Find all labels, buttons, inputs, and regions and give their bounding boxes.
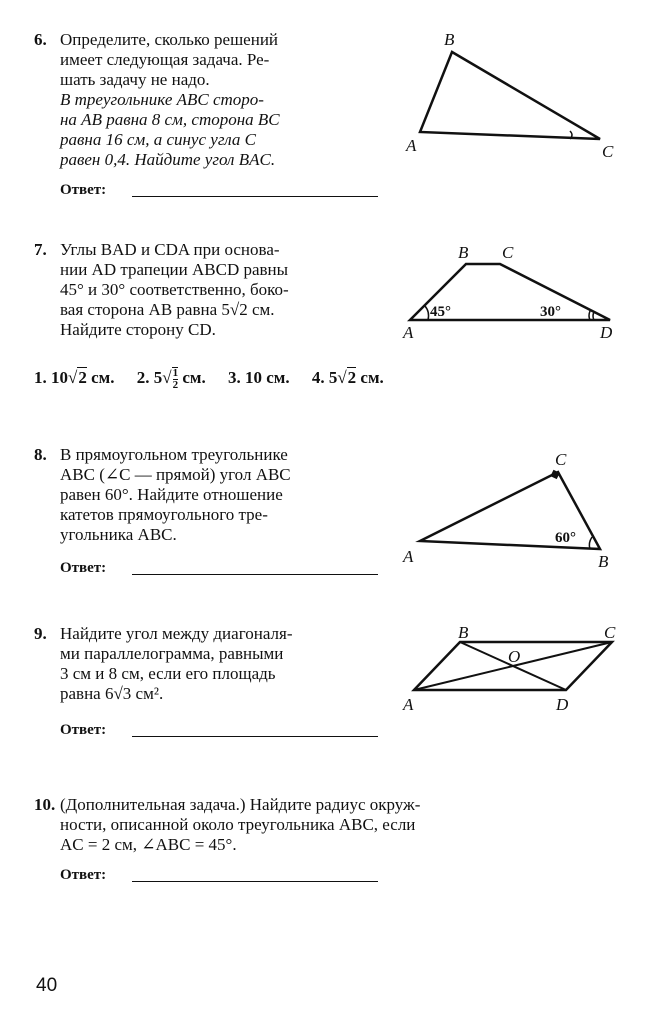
text-line: равен 60°. Найдите отношение [60,485,283,504]
vertex-label: D [600,323,613,342]
text-line: ности, описанной около треугольника ABC, если [60,815,416,834]
text-line: равна 6√3 см². [60,684,164,703]
answer-line[interactable] [132,196,378,197]
text-line: Найдите сторону CD. [60,320,216,339]
vertex-label: B [444,30,455,49]
text-line: AC = 2 см, ∠ABC = 45°. [60,835,237,854]
problem-text [60,445,385,545]
text-line: имеет следующая задача. Ре- [60,50,270,69]
page-number: 40 [36,975,58,996]
problem-number: 10. [34,795,56,814]
text-line: катетов прямоугольного тре- [60,505,268,524]
vertex-label: A [406,136,417,155]
text-line: 45° и 30° соответственно, боко- [60,280,289,299]
vertex-label: C [604,623,616,642]
right-triangle-diagram [400,445,630,575]
text-line: 3 см и 8 см, если его площадь [60,664,276,683]
trapezoid-diagram [400,240,630,345]
text-line: Углы BAD и CDA при основа- [60,240,280,259]
text-line: шать задачу не надо. [60,70,210,89]
answer-choices [34,368,402,391]
choice-4[interactable]: 4. 5√2 см. [311,368,384,388]
problem-number: 9. [34,624,47,643]
problem-number: 7. [34,240,47,259]
choice-3[interactable]: 3. 10 см. [227,368,290,388]
triangle-diagram [400,25,630,165]
text-line: В треугольнике ABC сторо- [60,90,264,109]
problem-text [60,795,620,855]
vertex-label: B [458,243,469,262]
figure-parallelogram-abcd [400,620,630,725]
text-line: Найдите угол между диагоналя- [60,624,293,643]
answer-label: Ответ: [60,182,107,198]
answer-line[interactable] [132,881,378,882]
choice-1[interactable]: 1. 10√2 см. [34,368,115,388]
figure-trapezoid-abcd [400,240,630,350]
problem-number: 6. [34,30,47,49]
text-line: угольника ABC. [60,525,177,544]
figure-right-triangle-abc [400,445,630,580]
vertex-label: D [556,695,569,714]
problem-text [60,30,385,170]
text-line: Определите, сколько решений [60,30,279,49]
answer-label: Ответ: [60,867,107,883]
vertex-label: B [458,623,469,642]
angle-label: 30° [540,304,561,320]
vertex-label: C [555,450,567,469]
problem-text [60,240,385,340]
vertex-label: B [598,552,609,571]
text-line: нии AD трапеции ABCD равны [60,260,289,279]
vertex-label: C [502,243,514,262]
answer-label: Ответ: [60,560,107,576]
answer-line[interactable] [132,736,378,737]
vertex-label: A [403,323,414,342]
problem-number: 8. [34,445,47,464]
problem-text [60,624,385,704]
text-line: (Дополнительная задача.) Найдите радиус окруж- [60,795,421,814]
angle-label: 45° [430,304,451,320]
vertex-label: C [602,142,614,161]
vertex-label: A [403,695,414,714]
choice-2[interactable]: 2. 5√ $\frac{1}{2}$ см. [136,367,206,391]
answer-line[interactable] [132,574,378,575]
vertex-label: A [403,547,414,566]
answer-label: Ответ: [60,722,107,738]
angle-label: 60° [555,530,576,546]
text-line: равна 16 см, а синус угла C [60,130,256,149]
parallelogram-diagram [400,620,630,720]
text-line: вая сторона AB равна 5√2 см. [60,300,275,319]
vertex-label: O [508,647,521,666]
figure-triangle-abc [400,25,630,170]
text-line: равен 0,4. Найдите угол BAC. [60,150,276,169]
text-line: ми параллелограмма, равными [60,644,284,663]
text-line: на AB равна 8 см, сторона BC [60,110,280,129]
text-line: ABC (∠C — прямой) угол ABC [60,465,291,484]
text-line: В прямоугольном треугольнике [60,445,288,464]
